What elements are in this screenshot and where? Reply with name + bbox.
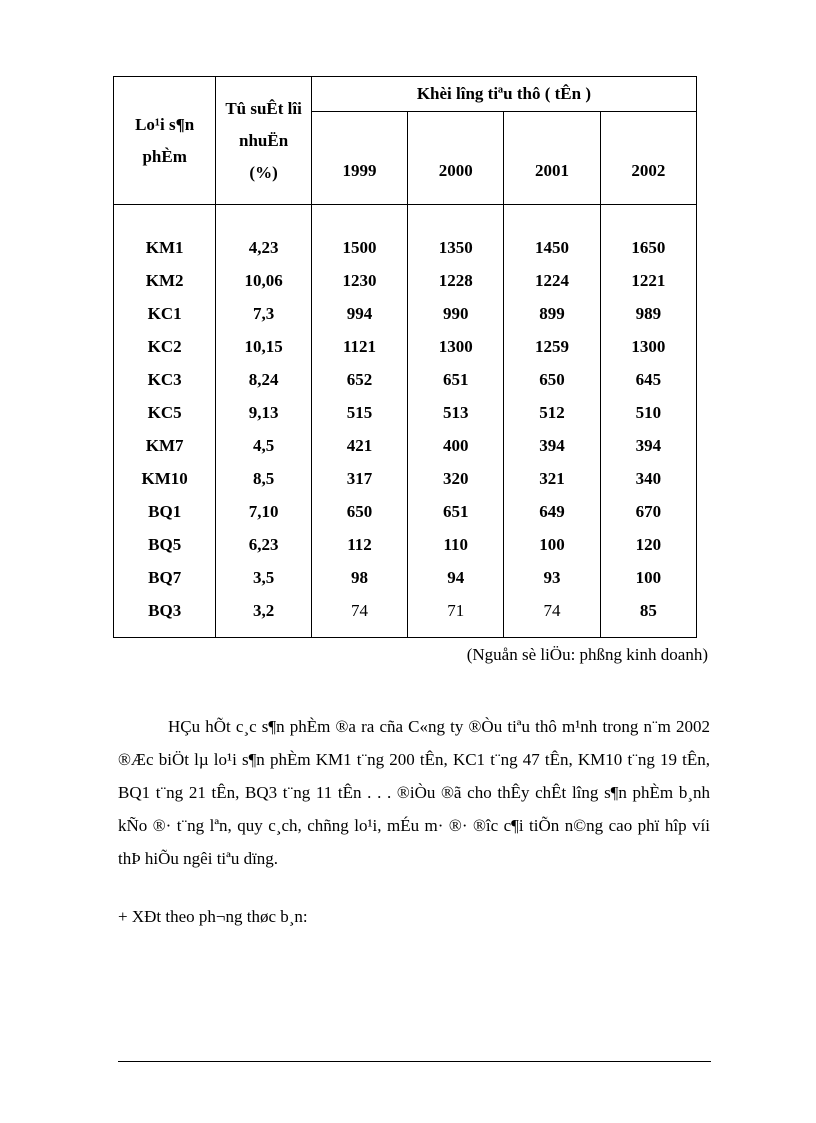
cell-rate: 4,5 — [216, 429, 311, 462]
header-year-2002: 2002 — [600, 112, 696, 205]
table-row — [114, 495, 697, 528]
cell-2001: 1259 — [504, 330, 600, 363]
cell-2000: 1300 — [408, 330, 504, 363]
table-row — [114, 429, 697, 462]
cell-product: BQ3 — [114, 594, 216, 638]
cell-rate: 3,2 — [216, 594, 311, 638]
cell-rate: 4,23 — [216, 231, 311, 264]
sales-method-heading: + XÐt theo ph¬ng thøc b¸n: — [118, 907, 308, 926]
header-year-2000: 2000 — [408, 112, 504, 205]
cell-product: KM2 — [114, 264, 216, 297]
cell-2001: 100 — [504, 528, 600, 561]
cell-2000: 400 — [408, 429, 504, 462]
cell-rate: 8,24 — [216, 363, 311, 396]
cell-2000: 1350 — [408, 231, 504, 264]
table-row — [114, 528, 697, 561]
table-row — [114, 264, 697, 297]
cell-rate: 7,3 — [216, 297, 311, 330]
cell-product: KM10 — [114, 462, 216, 495]
footer-divider — [118, 1061, 711, 1062]
cell-product: BQ1 — [114, 495, 216, 528]
cell-rate: 3,5 — [216, 561, 311, 594]
cell-1999: 74 — [311, 594, 407, 638]
cell-2002: 1650 — [600, 231, 696, 264]
header-product-type — [114, 77, 216, 205]
cell-2002: 510 — [600, 396, 696, 429]
cell-product: KC2 — [114, 330, 216, 363]
cell-2002: 340 — [600, 462, 696, 495]
header-profit-rate — [216, 77, 311, 205]
cell-1999: 1500 — [311, 231, 407, 264]
cell-rate: 10,15 — [216, 330, 311, 363]
cell-2002: 100 — [600, 561, 696, 594]
cell-2002: 645 — [600, 363, 696, 396]
cell-1999: 652 — [311, 363, 407, 396]
cell-1999: 421 — [311, 429, 407, 462]
table-row — [114, 231, 697, 264]
header-product-type-line1: Lo¹i s¶n — [135, 114, 195, 134]
analysis-paragraph — [118, 710, 710, 875]
cell-1999: 1230 — [311, 264, 407, 297]
cell-2000: 320 — [408, 462, 504, 495]
header-year-2001: 2001 — [504, 112, 600, 205]
cell-1999: 317 — [311, 462, 407, 495]
cell-product: BQ7 — [114, 561, 216, 594]
cell-rate: 6,23 — [216, 528, 311, 561]
product-volume-table — [113, 76, 697, 638]
cell-2002: 989 — [600, 297, 696, 330]
cell-rate: 9,13 — [216, 396, 311, 429]
cell-2000: 513 — [408, 396, 504, 429]
table-row — [114, 330, 697, 363]
cell-product: KM1 — [114, 231, 216, 264]
cell-2001: 1224 — [504, 264, 600, 297]
header-profit-rate-line1: Tû suÊt lîi — [225, 98, 302, 118]
cell-rate: 10,06 — [216, 264, 311, 297]
header-volume: Khèi lîng tiªu thô ( tÊn ) — [311, 77, 696, 112]
table-row — [114, 297, 697, 330]
cell-2001: 74 — [504, 594, 600, 638]
cell-2001: 650 — [504, 363, 600, 396]
cell-2000: 990 — [408, 297, 504, 330]
cell-2000: 651 — [408, 363, 504, 396]
cell-2000: 71 — [408, 594, 504, 638]
table-row — [114, 396, 697, 429]
analysis-paragraph-text: HÇu hÕt c¸c s¶n phÈm ®a ra cña C«ng ty ®Òu tiªu thô m¹nh trong n¨m 2002 ®Æc biÖt lµ lo¹i s¶n phÈm KM1 t¨ng 200 tÊn, KC1 t¨ng 47 tÊn, KM10 t¨ng 19 tÊn, BQ1 t¨ng 21 tÊn, BQ3 t¨ng 11 tÊn . . . ®iÒu ®ã cho thÊy chÊt lîng s¶n phÈm b¸nh kÑo ®· t¨ng lªn, quy c¸ch, chñng lo¹i, mÉu m· ®· ®îc c¶i tiÕn n©ng cao phï hîp víi thÞ hiÕu ngêi tiªu dïng. — [118, 717, 710, 868]
cell-product: KC3 — [114, 363, 216, 396]
cell-2000: 651 — [408, 495, 504, 528]
cell-2001: 394 — [504, 429, 600, 462]
cell-1999: 98 — [311, 561, 407, 594]
cell-product: KC1 — [114, 297, 216, 330]
cell-2002: 1221 — [600, 264, 696, 297]
cell-1999: 1121 — [311, 330, 407, 363]
table-row — [114, 594, 697, 638]
cell-2002: 120 — [600, 528, 696, 561]
cell-2002: 85 — [600, 594, 696, 638]
cell-rate: 8,5 — [216, 462, 311, 495]
table-row — [114, 462, 697, 495]
cell-1999: 994 — [311, 297, 407, 330]
cell-2001: 321 — [504, 462, 600, 495]
cell-product: KM7 — [114, 429, 216, 462]
cell-2001: 1450 — [504, 231, 600, 264]
header-profit-rate-line3: (%) — [249, 162, 278, 182]
cell-1999: 650 — [311, 495, 407, 528]
cell-2000: 110 — [408, 528, 504, 561]
cell-product: BQ5 — [114, 528, 216, 561]
cell-2002: 394 — [600, 429, 696, 462]
cell-2001: 649 — [504, 495, 600, 528]
cell-product: KC5 — [114, 396, 216, 429]
cell-1999: 112 — [311, 528, 407, 561]
cell-2001: 512 — [504, 396, 600, 429]
header-year-1999: 1999 — [311, 112, 407, 205]
cell-2001: 93 — [504, 561, 600, 594]
cell-2000: 1228 — [408, 264, 504, 297]
table-row — [114, 561, 697, 594]
source-note: (Nguån sè liÖu: phßng kinh doanh) — [466, 645, 708, 664]
cell-2002: 1300 — [600, 330, 696, 363]
cell-rate: 7,10 — [216, 495, 311, 528]
cell-2000: 94 — [408, 561, 504, 594]
header-profit-rate-line2: nhuËn — [239, 130, 289, 150]
cell-2001: 899 — [504, 297, 600, 330]
cell-1999: 515 — [311, 396, 407, 429]
header-product-type-line2: phÈm — [142, 146, 187, 166]
table-row — [114, 363, 697, 396]
cell-2002: 670 — [600, 495, 696, 528]
